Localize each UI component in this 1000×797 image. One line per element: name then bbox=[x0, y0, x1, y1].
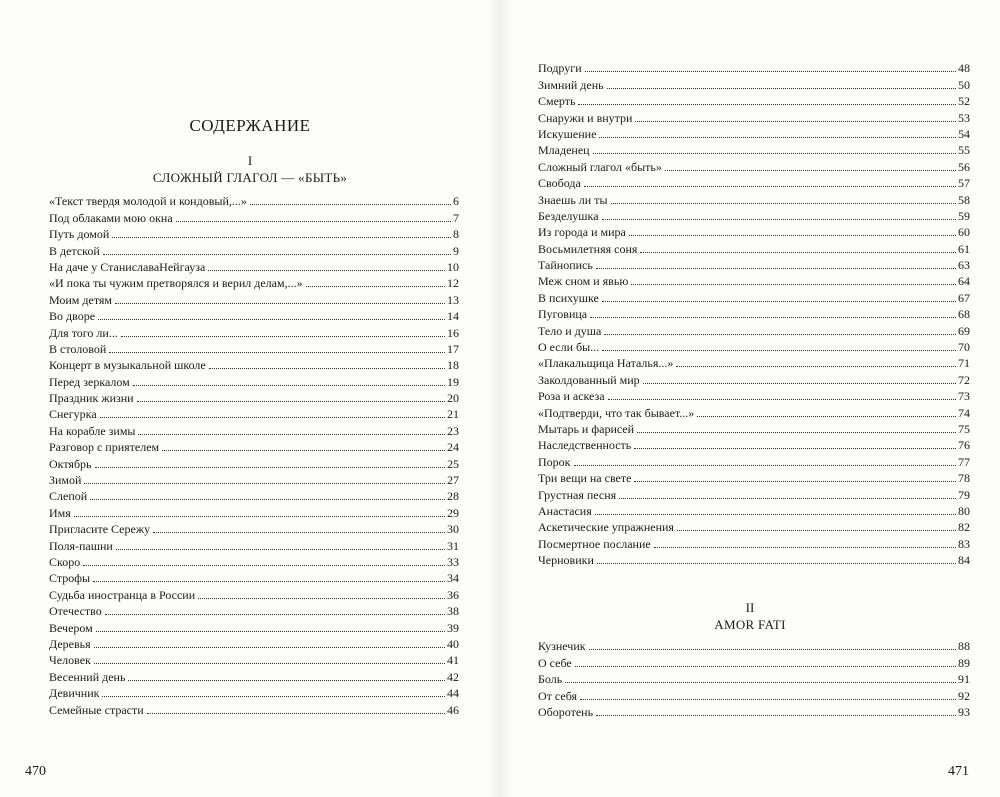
dot-leader bbox=[574, 464, 957, 466]
entry-page-number: 31 bbox=[447, 538, 459, 553]
toc-entry bbox=[538, 141, 970, 157]
entry-page-number: 80 bbox=[958, 503, 970, 518]
entry-page-number: 48 bbox=[958, 61, 970, 76]
dot-leader bbox=[629, 234, 956, 236]
dot-leader bbox=[665, 169, 956, 171]
entry-page-number: 20 bbox=[447, 391, 459, 406]
entry-title: Анастасия bbox=[538, 503, 592, 518]
entry-title: Слепой bbox=[49, 489, 88, 504]
dot-leader bbox=[138, 433, 445, 435]
dot-leader bbox=[565, 681, 956, 683]
toc-entry bbox=[538, 338, 970, 354]
entry-title: Имя bbox=[49, 505, 71, 520]
entry-page-number: 73 bbox=[958, 389, 970, 404]
toc-list bbox=[538, 637, 970, 719]
dot-leader bbox=[115, 302, 445, 304]
entry-page-number: 8 bbox=[453, 227, 459, 242]
dot-leader bbox=[604, 333, 956, 335]
entry-page-number: 14 bbox=[447, 309, 459, 324]
entry-title: «И пока ты чужим претворялся и верил делам,...» bbox=[49, 276, 303, 291]
entry-title: Сложный глагол «быть» bbox=[538, 159, 662, 174]
entry-title: Кузнечик bbox=[538, 639, 586, 654]
entry-page-number: 53 bbox=[958, 110, 970, 125]
entry-title: Черновики bbox=[538, 553, 594, 568]
toc-entry bbox=[538, 239, 970, 255]
dot-leader bbox=[98, 318, 445, 320]
entry-page-number: 44 bbox=[447, 686, 459, 701]
entry-title: Зимой bbox=[49, 473, 82, 488]
toc-entry bbox=[538, 452, 970, 468]
entry-title: В психушке bbox=[538, 290, 599, 305]
entry-page-number: 16 bbox=[447, 325, 459, 340]
entry-title: Снаружи и внутри bbox=[538, 110, 633, 125]
entry-page-number: 21 bbox=[447, 407, 459, 422]
dot-leader bbox=[597, 562, 956, 564]
entry-title: Весенний день bbox=[49, 669, 126, 684]
toc-entry bbox=[49, 569, 459, 585]
entry-page-number: 57 bbox=[958, 176, 970, 191]
toc-entry bbox=[49, 471, 459, 487]
entry-page-number: 29 bbox=[447, 505, 459, 520]
dot-leader bbox=[578, 103, 956, 105]
entry-page-number: 30 bbox=[447, 522, 459, 537]
dot-leader bbox=[635, 120, 956, 122]
dot-leader bbox=[153, 531, 445, 533]
dot-leader bbox=[96, 630, 445, 632]
entry-title: Оборотень bbox=[538, 704, 594, 719]
dot-leader bbox=[677, 529, 956, 531]
dot-leader bbox=[575, 665, 956, 667]
entry-page-number: 34 bbox=[447, 571, 459, 586]
dot-leader bbox=[83, 564, 445, 566]
entry-title: Октябрь bbox=[49, 456, 92, 471]
toc-entry bbox=[49, 389, 459, 405]
entry-title: Безделушка bbox=[538, 208, 599, 223]
entry-title: Из города и мира bbox=[538, 225, 626, 240]
toc-entry bbox=[49, 487, 459, 503]
toc-entry bbox=[538, 272, 970, 288]
entry-page-number: 28 bbox=[447, 489, 459, 504]
toc-entry bbox=[538, 686, 970, 702]
entry-page-number: 52 bbox=[958, 94, 970, 109]
entry-title: Меж сном и явью bbox=[538, 274, 629, 289]
entry-page-number: 9 bbox=[453, 243, 459, 258]
dot-leader bbox=[593, 152, 956, 154]
entry-page-number: 18 bbox=[447, 358, 459, 373]
dot-leader bbox=[100, 416, 445, 418]
toc-entry bbox=[538, 59, 970, 75]
entry-page-number: 74 bbox=[958, 405, 970, 420]
dot-leader bbox=[590, 316, 956, 318]
toc-entry bbox=[49, 520, 459, 536]
dot-leader bbox=[74, 515, 445, 517]
entry-page-number: 27 bbox=[447, 473, 459, 488]
entry-title: Строфы bbox=[49, 571, 91, 586]
entry-title: Отечество bbox=[49, 604, 102, 619]
toc-entry bbox=[49, 208, 459, 224]
entry-title: Заколдованный мир bbox=[538, 372, 640, 387]
entry-title: Снегурка bbox=[49, 407, 97, 422]
toc-entry bbox=[49, 356, 459, 372]
entry-title: Девичник bbox=[49, 686, 100, 701]
entry-title: Деревья bbox=[49, 636, 91, 651]
entry-title: «Текст твердя молодой и кондовый,...» bbox=[49, 194, 247, 209]
entry-page-number: 77 bbox=[958, 454, 970, 469]
entry-title: Подруги bbox=[538, 61, 582, 76]
toc-entry bbox=[538, 485, 970, 501]
toc-entry bbox=[49, 667, 459, 683]
toc-entry bbox=[49, 323, 459, 339]
dot-leader bbox=[103, 253, 451, 255]
dot-leader bbox=[697, 415, 956, 417]
entry-page-number: 59 bbox=[958, 208, 970, 223]
entry-page-number: 56 bbox=[958, 159, 970, 174]
entry-page-number: 60 bbox=[958, 225, 970, 240]
toc-entry bbox=[538, 670, 970, 686]
toc-entry bbox=[538, 436, 970, 452]
entry-page-number: 71 bbox=[958, 356, 970, 371]
entry-title: О если бы... bbox=[538, 340, 600, 355]
entry-title: От себя bbox=[538, 688, 578, 703]
toc-entry bbox=[49, 635, 459, 651]
toc-entry bbox=[49, 684, 459, 700]
entry-page-number: 17 bbox=[447, 341, 459, 356]
dot-leader bbox=[631, 283, 956, 285]
toc-entry bbox=[538, 256, 970, 272]
entry-page-number: 69 bbox=[958, 323, 970, 338]
entry-page-number: 82 bbox=[958, 520, 970, 535]
dot-leader bbox=[580, 698, 956, 700]
dot-leader bbox=[112, 236, 451, 238]
dot-leader bbox=[209, 367, 445, 369]
toc-entry bbox=[538, 92, 970, 108]
dot-leader bbox=[637, 431, 956, 433]
entry-title: Судьба иностранца в России bbox=[49, 587, 196, 602]
toc-entry bbox=[538, 207, 970, 223]
dot-leader bbox=[584, 185, 956, 187]
entry-page-number: 67 bbox=[958, 290, 970, 305]
toc-entry bbox=[538, 370, 970, 386]
toc-entry bbox=[538, 190, 970, 206]
entry-title: Тело и душа bbox=[538, 323, 602, 338]
entry-page-number: 78 bbox=[958, 471, 970, 486]
dot-leader bbox=[176, 220, 451, 222]
entry-page-number: 61 bbox=[958, 241, 970, 256]
entry-title: Поля-пашни bbox=[49, 538, 113, 553]
dot-leader bbox=[121, 335, 445, 337]
page-number: 470 bbox=[25, 764, 46, 779]
toc-entry bbox=[49, 274, 459, 290]
toc-heading: СОДЕРЖАНИЕ bbox=[189, 116, 311, 135]
toc-entry bbox=[538, 403, 970, 419]
toc-entry bbox=[538, 174, 970, 190]
section-title: СЛОЖНЫЙ ГЛАГОЛ — «БЫТЬ» bbox=[152, 170, 348, 185]
entry-title: «Подтверди, что так бывает...» bbox=[538, 405, 695, 420]
toc-entry bbox=[538, 653, 970, 669]
entry-title: Скоро bbox=[49, 554, 81, 569]
entry-page-number: 92 bbox=[958, 688, 970, 703]
entry-page-number: 54 bbox=[958, 126, 970, 141]
entry-title: Наследственность bbox=[538, 438, 632, 453]
entry-page-number: 68 bbox=[958, 307, 970, 322]
entry-title: Праздник жизни bbox=[49, 391, 134, 406]
entry-title: Для того ли... bbox=[49, 325, 118, 340]
toc-entry bbox=[49, 700, 459, 716]
dot-leader bbox=[133, 384, 445, 386]
entry-title: Мытарь и фарисей bbox=[538, 421, 635, 436]
entry-page-number: 6 bbox=[453, 194, 459, 209]
toc-entry bbox=[538, 157, 970, 173]
entry-title: Путь домой bbox=[49, 227, 110, 242]
entry-page-number: 58 bbox=[958, 192, 970, 207]
entry-title: Посмертное послание bbox=[538, 536, 651, 551]
dot-leader bbox=[105, 613, 445, 615]
toc-entry bbox=[49, 307, 459, 323]
entry-page-number: 13 bbox=[447, 292, 459, 307]
toc-entry bbox=[538, 518, 970, 534]
entry-page-number: 38 bbox=[447, 604, 459, 619]
dot-leader bbox=[643, 382, 956, 384]
dot-leader bbox=[137, 400, 445, 402]
section-number: I bbox=[247, 153, 253, 168]
dot-leader bbox=[634, 447, 956, 449]
dot-leader bbox=[589, 648, 956, 650]
entry-title: Восьмилетняя соня bbox=[538, 241, 638, 256]
entry-title: Зимний день bbox=[538, 77, 604, 92]
dot-leader bbox=[162, 449, 445, 451]
toc-entry bbox=[49, 503, 459, 519]
dot-leader bbox=[128, 679, 445, 681]
dot-leader bbox=[640, 251, 956, 253]
entry-title: «Плакальщица Наталья...» bbox=[538, 356, 674, 371]
entry-title: В детской bbox=[49, 243, 100, 258]
entry-title: Аскетические упражнения bbox=[538, 520, 674, 535]
toc-entry bbox=[538, 75, 970, 91]
toc-entry bbox=[49, 225, 459, 241]
entry-title: Искушение bbox=[538, 126, 597, 141]
toc-entry bbox=[538, 502, 970, 518]
entry-title: Моим детям bbox=[49, 292, 113, 307]
toc-entry bbox=[538, 387, 970, 403]
toc-entry bbox=[538, 305, 970, 321]
entry-page-number: 84 bbox=[958, 553, 970, 568]
toc-entry bbox=[538, 354, 970, 370]
entry-title: Разговор с приятелем bbox=[49, 440, 160, 455]
toc-entry bbox=[49, 585, 459, 601]
dot-leader bbox=[602, 300, 956, 302]
dot-leader bbox=[599, 136, 956, 138]
entry-page-number: 40 bbox=[447, 636, 459, 651]
toc-entry bbox=[49, 372, 459, 388]
entry-page-number: 79 bbox=[958, 487, 970, 502]
dot-leader bbox=[602, 218, 956, 220]
entry-page-number: 72 bbox=[958, 372, 970, 387]
entry-title: Свобода bbox=[538, 176, 581, 191]
entry-page-number: 75 bbox=[958, 421, 970, 436]
entry-title: В столовой bbox=[49, 341, 107, 356]
dot-leader bbox=[116, 548, 445, 550]
entry-page-number: 10 bbox=[447, 259, 459, 274]
toc-entry bbox=[49, 258, 459, 274]
toc-entry bbox=[538, 288, 970, 304]
entry-page-number: 63 bbox=[958, 258, 970, 273]
page-number: 471 bbox=[948, 764, 969, 779]
entry-title: Смерть bbox=[538, 94, 576, 109]
dot-leader bbox=[94, 646, 445, 648]
entry-page-number: 50 bbox=[958, 77, 970, 92]
entry-title: Вечером bbox=[49, 620, 93, 635]
dot-leader bbox=[102, 695, 445, 697]
entry-page-number: 88 bbox=[958, 639, 970, 654]
dot-leader bbox=[94, 662, 445, 664]
entry-title: Грустная песня bbox=[538, 487, 617, 502]
dot-leader bbox=[634, 480, 956, 482]
entry-title: Боль bbox=[538, 672, 563, 687]
toc-entry bbox=[49, 241, 459, 257]
dot-leader bbox=[109, 351, 445, 353]
entry-title: Пуговица bbox=[538, 307, 588, 322]
toc-entry bbox=[538, 223, 970, 239]
entry-page-number: 23 bbox=[447, 423, 459, 438]
toc-list bbox=[538, 59, 970, 567]
dot-leader bbox=[250, 203, 451, 205]
toc-entry bbox=[49, 340, 459, 356]
entry-page-number: 91 bbox=[958, 672, 970, 687]
entry-page-number: 12 bbox=[447, 276, 459, 291]
toc-entry bbox=[49, 438, 459, 454]
entry-page-number: 36 bbox=[447, 587, 459, 602]
entry-title: На корабле зимы bbox=[49, 423, 136, 438]
entry-page-number: 7 bbox=[453, 210, 459, 225]
dot-leader bbox=[84, 482, 445, 484]
dot-leader bbox=[608, 398, 956, 400]
toc-entry bbox=[538, 108, 970, 124]
entry-title: Пригласите Сережу bbox=[49, 522, 151, 537]
toc-entry bbox=[538, 125, 970, 141]
entry-page-number: 41 bbox=[447, 653, 459, 668]
entry-page-number: 42 bbox=[447, 669, 459, 684]
entry-page-number: 24 bbox=[447, 440, 459, 455]
entry-title: Под облаками мою окна bbox=[49, 210, 173, 225]
entry-title: Концерт в музыкальной школе bbox=[49, 358, 206, 373]
entry-page-number: 76 bbox=[958, 438, 970, 453]
dot-leader bbox=[208, 269, 445, 271]
entry-title: Тайнопись bbox=[538, 258, 593, 273]
toc-entry bbox=[49, 454, 459, 470]
dot-leader bbox=[596, 267, 956, 269]
dot-leader bbox=[90, 498, 445, 500]
dot-leader bbox=[607, 87, 956, 89]
entry-page-number: 83 bbox=[958, 536, 970, 551]
entry-title: На даче у СтаниславаНейгауза bbox=[49, 259, 206, 274]
toc-list bbox=[49, 192, 459, 717]
entry-title: Знаешь ли ты bbox=[538, 192, 608, 207]
toc-entry bbox=[49, 618, 459, 634]
entry-page-number: 25 bbox=[447, 456, 459, 471]
toc-entry bbox=[49, 405, 459, 421]
entry-page-number: 64 bbox=[958, 274, 970, 289]
toc-entry bbox=[49, 192, 459, 208]
entry-page-number: 93 bbox=[958, 704, 970, 719]
dot-leader bbox=[147, 712, 445, 714]
toc-entry bbox=[538, 637, 970, 653]
entry-page-number: 33 bbox=[447, 554, 459, 569]
section-number: II bbox=[745, 600, 755, 615]
entry-title: Семейные страсти bbox=[49, 702, 144, 717]
section-title: AMOR FATI bbox=[714, 617, 786, 632]
entry-title: Три вещи на свете bbox=[538, 471, 632, 486]
entry-page-number: 46 bbox=[447, 702, 459, 717]
entry-page-number: 89 bbox=[958, 655, 970, 670]
toc-entry bbox=[49, 290, 459, 306]
entry-page-number: 39 bbox=[447, 620, 459, 635]
dot-leader bbox=[95, 466, 445, 468]
toc-entry bbox=[538, 420, 970, 436]
dot-leader bbox=[676, 365, 956, 367]
dot-leader bbox=[602, 349, 956, 351]
toc-entry bbox=[538, 703, 970, 719]
toc-entry bbox=[49, 651, 459, 667]
toc-entry bbox=[49, 602, 459, 618]
entry-page-number: 55 bbox=[958, 143, 970, 158]
dot-leader bbox=[654, 546, 956, 548]
dot-leader bbox=[198, 597, 445, 599]
toc-entry bbox=[49, 421, 459, 437]
dot-leader bbox=[585, 70, 956, 72]
entry-title: Младенец bbox=[538, 143, 590, 158]
toc-entry bbox=[49, 553, 459, 569]
toc-entry bbox=[49, 536, 459, 552]
toc-entry bbox=[538, 551, 970, 567]
entry-title: Перед зеркалом bbox=[49, 374, 130, 389]
right-page bbox=[500, 0, 1000, 797]
toc-entry bbox=[538, 321, 970, 337]
entry-page-number: 70 bbox=[958, 340, 970, 355]
entry-title: Во дворе bbox=[49, 309, 96, 324]
dot-leader bbox=[595, 513, 956, 515]
entry-title: Порок bbox=[538, 454, 571, 469]
dot-leader bbox=[619, 497, 956, 499]
dot-leader bbox=[93, 580, 445, 582]
entry-title: Роза и аскеза bbox=[538, 389, 605, 404]
dot-leader bbox=[611, 202, 956, 204]
entry-title: О себе bbox=[538, 655, 572, 670]
toc-entry bbox=[538, 534, 970, 550]
entry-title: Человек bbox=[49, 653, 91, 668]
dot-leader bbox=[596, 714, 956, 716]
dot-leader bbox=[306, 285, 445, 287]
entry-page-number: 19 bbox=[447, 374, 459, 389]
toc-entry bbox=[538, 469, 970, 485]
